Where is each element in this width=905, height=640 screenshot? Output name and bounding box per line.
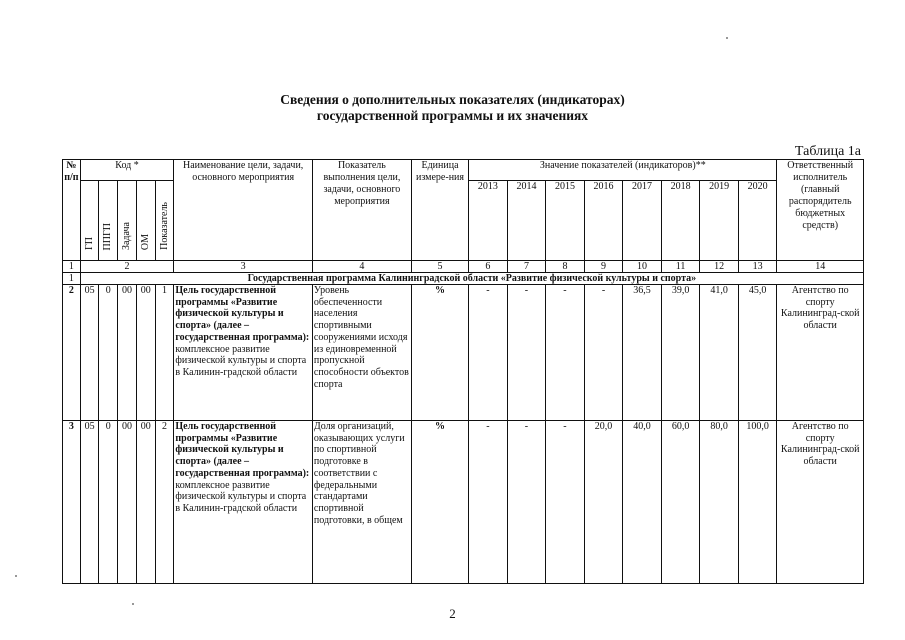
title-line-1: Сведения о дополнительных показателях (индикаторах) [280,92,625,107]
title-line-2: государственной программы и их значениях [316,108,589,123]
value-cell: 60,0 [661,421,700,584]
header-code: Код * [80,160,174,181]
header-values: Значение показателей (индикаторов)** [469,160,777,181]
value-cell: - [507,421,546,584]
code-task: 00 [118,421,137,584]
header-year: 2015 [546,181,585,261]
column-number: 10 [623,261,662,273]
row-num: 2 [63,285,81,421]
header-year: 2014 [507,181,546,261]
code-indicator: 1 [155,285,174,421]
page-number: 2 [449,606,456,621]
code-task: 00 [118,285,137,421]
code-om: 00 [136,285,155,421]
indicator-text: Уровень обеспеченности населения спортивными сооружениями исходя из единовременной пропускной способности объектов спорта [312,285,411,421]
column-number: 4 [312,261,411,273]
value-cell: - [546,421,585,584]
code-ppgp: 0 [99,421,118,584]
table-row [63,285,864,421]
scan-speck [132,603,134,605]
value-cell: - [469,421,508,584]
column-number: 7 [507,261,546,273]
indicators-table [62,159,864,584]
goal-name-cell [174,285,313,421]
responsible: Агентство по спорту Калининград-ской области [777,421,864,584]
value-cell: - [507,285,546,421]
value-cell: 40,0 [623,421,662,584]
value-cell: - [469,285,508,421]
scan-speck [15,575,17,577]
column-number: 13 [738,261,777,273]
value-cell: 39,0 [661,285,700,421]
document-title [0,92,905,124]
value-cell: 45,0 [738,285,777,421]
column-number: 9 [584,261,623,273]
header-code-ppgp: ППГП [99,181,118,261]
value-cell: - [546,285,585,421]
column-number: 5 [411,261,468,273]
header-year: 2013 [469,181,508,261]
indicator-text: Доля организаций, оказывающих услуги по спортивной подготовке в соответствии с федеральными стандартами спортивной подготовки, в общем [312,421,411,584]
unit: % [411,421,468,584]
value-cell: 80,0 [700,421,739,584]
code-ppgp: 0 [99,285,118,421]
table-tag: Таблица 1а [794,144,861,159]
header-num: № п/п [63,160,81,261]
value-cell: 20,0 [584,421,623,584]
code-gp: 05 [80,421,99,584]
responsible: Агентство по спорту Калининград-ской области [777,285,864,421]
code-gp: 05 [80,285,99,421]
scan-speck [726,37,728,39]
column-number: 3 [174,261,313,273]
unit: % [411,285,468,421]
header-code-indicator: Показатель [155,181,174,261]
header-row-1 [63,160,864,181]
header-year: 2018 [661,181,700,261]
section-title: Государственная программа Калининградской области «Развитие физической культуры и спорта» [80,273,863,285]
value-cell: 100,0 [738,421,777,584]
table-row [63,421,864,584]
code-om: 00 [136,421,155,584]
header-name: Наименование цели, задачи, основного мероприятия [174,160,313,261]
goal-name-rest: комплексное развитие физической культуры и спорта в Калинин-градской области [175,343,307,378]
row-num: 3 [63,421,81,584]
goal-name-bold: Цель государственной программы «Развитие физической культуры и спорта» (далее – государственная программа): [175,421,310,479]
header-code-task: Задача [118,181,137,261]
header-year: 2019 [700,181,739,261]
header-code-gp: ГП [80,181,99,261]
value-cell: - [584,285,623,421]
header-indicator: Показатель выполнения цели, задачи, основного мероприятия [312,160,411,261]
header-year: 2016 [584,181,623,261]
column-number-row [63,261,864,273]
column-number: 14 [777,261,864,273]
column-number: 2 [80,261,174,273]
section-num: 1 [63,273,81,285]
header-year: 2020 [738,181,777,261]
column-number: 8 [546,261,585,273]
value-cell: 41,0 [700,285,739,421]
header-responsible: Ответственный исполнитель (главный распорядитель бюджетных средств) [777,160,864,261]
goal-name-rest: комплексное развитие физической культуры и спорта в Калинин-градской области [175,479,307,514]
header-year: 2017 [623,181,662,261]
goal-name-bold: Цель государственной программы «Развитие физической культуры и спорта» (далее – государственная программа): [175,285,310,343]
column-number: 12 [700,261,739,273]
header-code-om: ОМ [136,181,155,261]
column-number: 11 [661,261,700,273]
column-number: 1 [63,261,81,273]
value-cell: 36,5 [623,285,662,421]
section-row [63,273,864,285]
column-number: 6 [469,261,508,273]
code-indicator: 2 [155,421,174,584]
goal-name-cell [174,421,313,584]
header-unit: Единица измере-ния [411,160,468,261]
